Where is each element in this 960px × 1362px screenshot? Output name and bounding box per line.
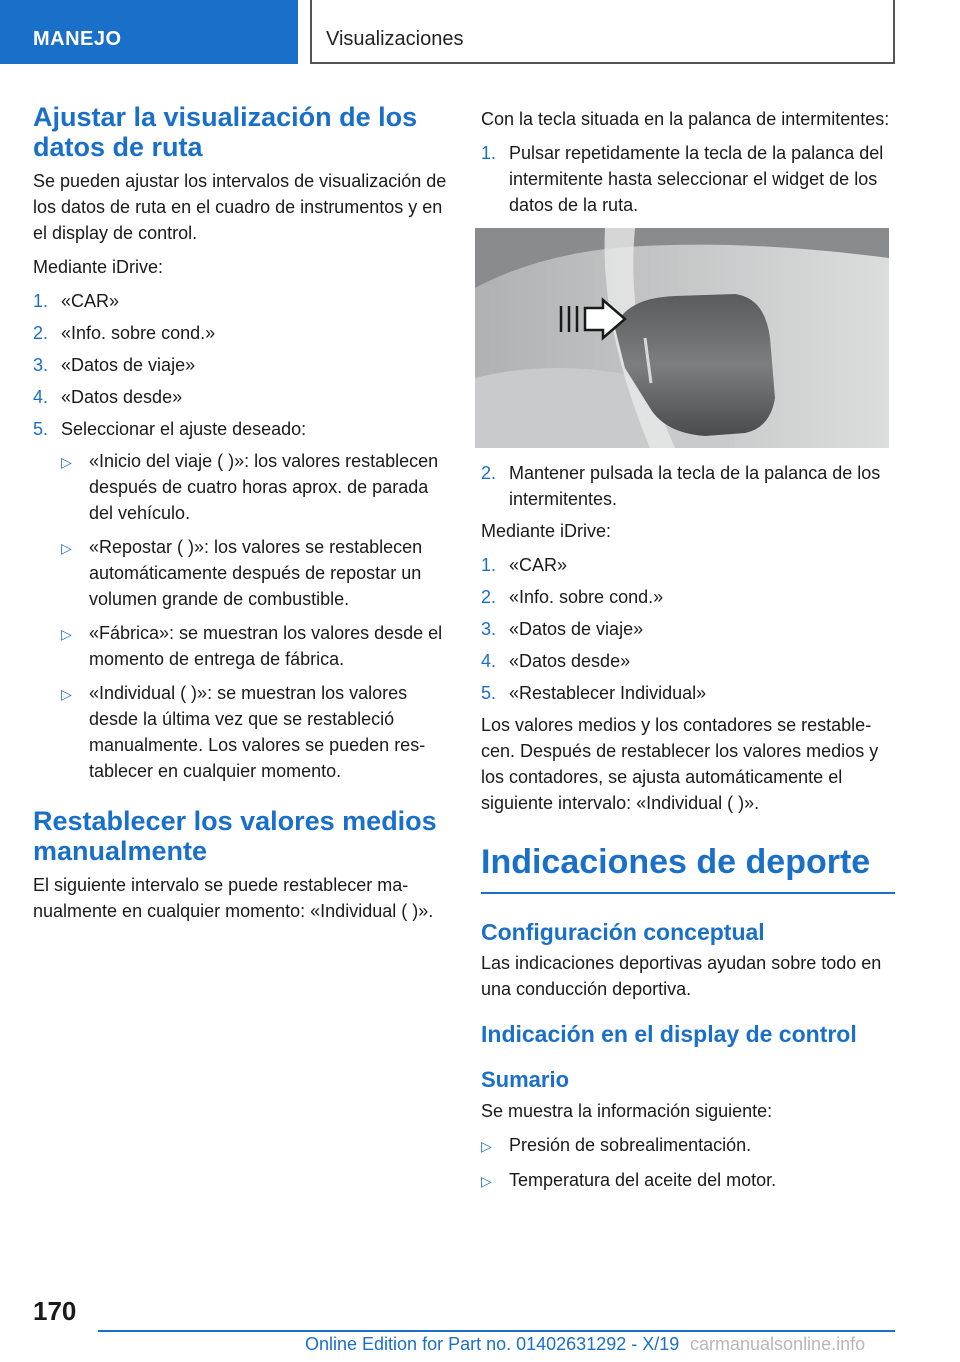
idrive-reset-steps-list <box>481 552 895 706</box>
step-text: «Info. sobre cond.» <box>61 323 216 343</box>
heading-adjust-route-data: Ajustar la visualización de los datos de ruta <box>33 102 418 162</box>
footer-edition-text: Online Edition for Part no. 01402631292 - X/19 <box>305 1334 680 1354</box>
interval-options-list <box>61 448 447 784</box>
step-number: 3. <box>481 619 497 639</box>
list-item <box>61 620 447 672</box>
step-number: 5. <box>33 419 49 439</box>
triangle-bullet-icon: ▷ <box>61 454 72 470</box>
triangle-bullet-icon: ▷ <box>61 540 72 556</box>
step-number: 4. <box>481 651 497 671</box>
idrive-label: Mediante iDrive: <box>33 257 164 277</box>
summary-item-text: Temperatura del aceite del motor. <box>509 1170 777 1190</box>
summary-item-text: Presión de sobrealimentación. <box>509 1135 752 1155</box>
concept-text: Las indicaciones deportivas ayudan sobre todo en una conducción deportiva. <box>481 953 882 999</box>
list-item <box>33 352 447 378</box>
step-number: 2. <box>481 587 497 607</box>
watermark-text: carmanualsonline.info <box>690 1334 866 1354</box>
chapter-title-sport-displays: Indicaciones de deporte <box>481 842 895 894</box>
list-item <box>481 140 895 218</box>
footer-divider <box>98 1330 895 1332</box>
list-item <box>481 1167 895 1194</box>
step-text: Mantener pulsada la tecla de la palanca de los intermitentes. <box>509 463 881 509</box>
step-text: «Restablecer Individual» <box>509 683 707 703</box>
step-number: 4. <box>33 387 49 407</box>
step-number: 5. <box>481 683 497 703</box>
header-section-label: MANEJO <box>33 28 122 50</box>
step-text: «CAR» <box>509 555 568 575</box>
list-item <box>61 448 447 526</box>
option-text: «Individual ( )»: se muestran los valores desde la última vez que se restableció manualmente. Los valores se pueden restablecer en cualquier momento. <box>89 683 426 781</box>
lever-illustration <box>475 228 889 448</box>
step-text: «Datos de viaje» <box>509 619 644 639</box>
adjust-intro-text: Se pueden ajustar los intervalos de visualización de los datos de ruta en el cuadro de instrumentos y en el display de control. <box>33 171 447 243</box>
summary-list <box>481 1132 895 1194</box>
heading-control-display: Indicación en el display de control <box>481 1021 857 1047</box>
list-item <box>61 534 447 612</box>
list-item <box>33 320 447 346</box>
step-text: Pulsar repetidamente la tecla de la palanca del intermitente hasta seleccionar el widget de los datos de la ruta. <box>509 143 884 215</box>
list-item <box>481 680 895 706</box>
reset-result-text: Los valores medios y los contadores se restablecen. Después de restablecer los valores medios y los contadores, se ajusta automáticamente el siguiente intervalo: «Individual ( )». <box>481 715 879 813</box>
header-section-tab <box>0 0 298 64</box>
step-number: 1. <box>481 143 497 163</box>
idrive-steps-list <box>33 288 447 442</box>
triangle-bullet-icon: ▷ <box>61 686 72 702</box>
header-chapter-label: Visualizaciones <box>326 28 464 50</box>
step-text: «Datos desde» <box>61 387 183 407</box>
step-number: 1. <box>481 555 497 575</box>
step-text: «Datos de viaje» <box>61 355 196 375</box>
triangle-bullet-icon: ▷ <box>61 626 72 642</box>
option-text: «Inicio del viaje ( )»: los valores restablecen después de cuatro horas aprox. de parada del vehículo. <box>89 451 439 523</box>
idrive-label: Mediante iDrive: <box>481 521 612 541</box>
list-item <box>61 680 447 784</box>
heading-summary: Sumario <box>481 1067 570 1092</box>
step-text: «CAR» <box>61 291 120 311</box>
option-text: «Repostar ( )»: los valores se restablecen automáticamente después de repostar un volumen grande de combustible. <box>89 537 423 609</box>
turn-signal-lever-image <box>475 228 889 448</box>
list-item <box>481 616 895 642</box>
list-item <box>481 460 895 512</box>
left-column <box>33 102 447 932</box>
option-text: «Fábrica»: se muestran los valores desde el momento de entrega de fábrica. <box>89 623 443 669</box>
step-text: «Datos desde» <box>509 651 631 671</box>
step-number: 3. <box>33 355 49 375</box>
lever-steps-list-1 <box>481 140 895 218</box>
page-number: 170 <box>33 1296 77 1326</box>
list-item <box>481 552 895 578</box>
heading-reset-averages: Restablecer los valores medios manualmente <box>33 806 437 866</box>
summary-text: Se muestra la información siguiente: <box>481 1101 773 1121</box>
reset-manual-text: El siguiente intervalo se puede restablecer manualmente en cualquier momento: «Individual ( )». <box>33 875 434 921</box>
list-item <box>33 384 447 410</box>
right-column <box>481 106 895 1202</box>
triangle-bullet-icon: ▷ <box>481 1173 492 1189</box>
list-item <box>481 584 895 610</box>
lever-button-intro: Con la tecla situada en la palanca de intermitentes: <box>481 109 890 129</box>
header-chapter-tab <box>310 0 895 64</box>
step-number: 2. <box>481 463 497 483</box>
step-number: 1. <box>33 291 49 311</box>
heading-concept: Configuración conceptual <box>481 919 765 945</box>
list-item <box>33 288 447 314</box>
list-item <box>481 1132 895 1159</box>
list-item <box>481 648 895 674</box>
step-text: Seleccionar el ajuste deseado: <box>61 419 307 439</box>
step-number: 2. <box>33 323 49 343</box>
lever-steps-list-2 <box>481 460 895 512</box>
step-text: «Info. sobre cond.» <box>509 587 664 607</box>
list-item <box>33 416 447 442</box>
triangle-bullet-icon: ▷ <box>481 1138 492 1154</box>
